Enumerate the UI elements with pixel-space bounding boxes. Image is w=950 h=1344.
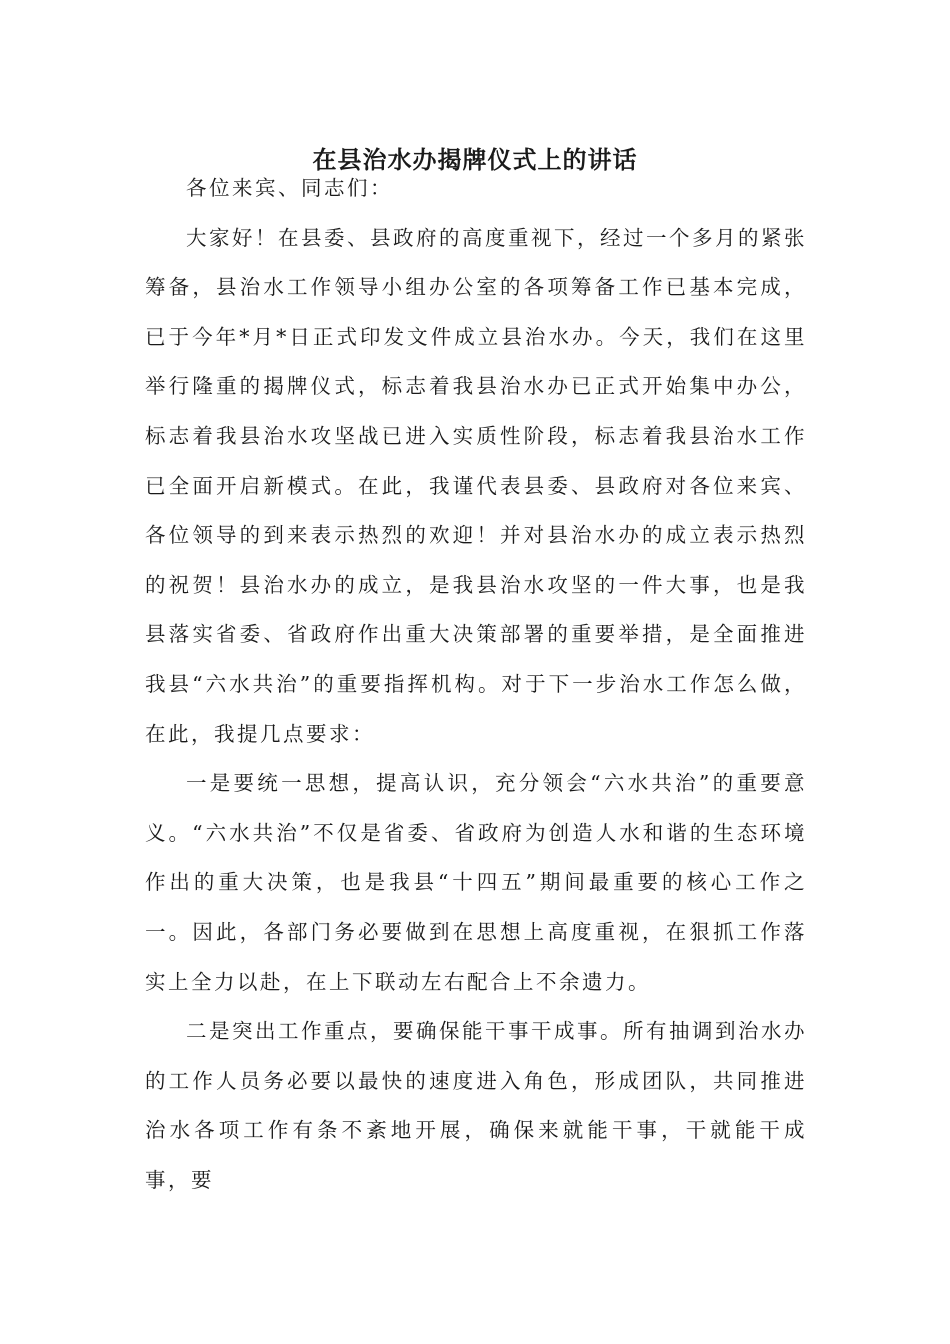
paragraph-2: 一是要统一思想，提高认识，充分领会“六水共治”的重要意义。“六水共治”不仅是省委、省政府为创造人水和谐的生态环境作出的重大决策，也是我县“十四五”期间最重要的核心工作之一。因此，各部门务必要做到在思想上高度重视，在狠抓工作落实上全力以赴，在上下联动左右配合上不余遗力。 — [145, 771, 807, 994]
salutation: 各位来宾、同志们： — [186, 176, 393, 200]
document-body — [145, 164, 807, 1205]
paragraph-1: 大家好！在县委、县政府的高度重视下，经过一个多月的紧张筹备，县治水工作领导小组办公室的各项筹备工作已基本完成，已于今年*月*日正式印发文件成立县治水办。今天，我们在这里举行隆重的揭牌仪式，标志着我县治水办已正式开始集中办公，标志着我县治水攻坚战已进入实质性阶段，标志着我县治水工作已全面开启新模式。在此，我谨代表县委、县政府对各位来宾、各位领导的到来表示热烈的欢迎！并对县治水办的成立表示热烈的祝贺！县治水办的成立，是我县治水攻坚的一件大事，也是我县落实省委、省政府作出重大决策部署的重要举措，是全面推进我县“六水共治”的重要指挥机构。对于下一步治水工作怎么做，在此，我提几点要求： — [145, 225, 807, 746]
document-title: 在县治水办揭牌仪式上的讲话 — [312, 145, 638, 174]
paragraph-3: 二是突出工作重点，要确保能干事干成事。所有抽调到治水办的工作人员务必要以最快的速度进入角色，形成团队，共同推进治水各项工作有条不紊地开展，确保来就能干事，干就能干成事，要 — [145, 1019, 807, 1192]
